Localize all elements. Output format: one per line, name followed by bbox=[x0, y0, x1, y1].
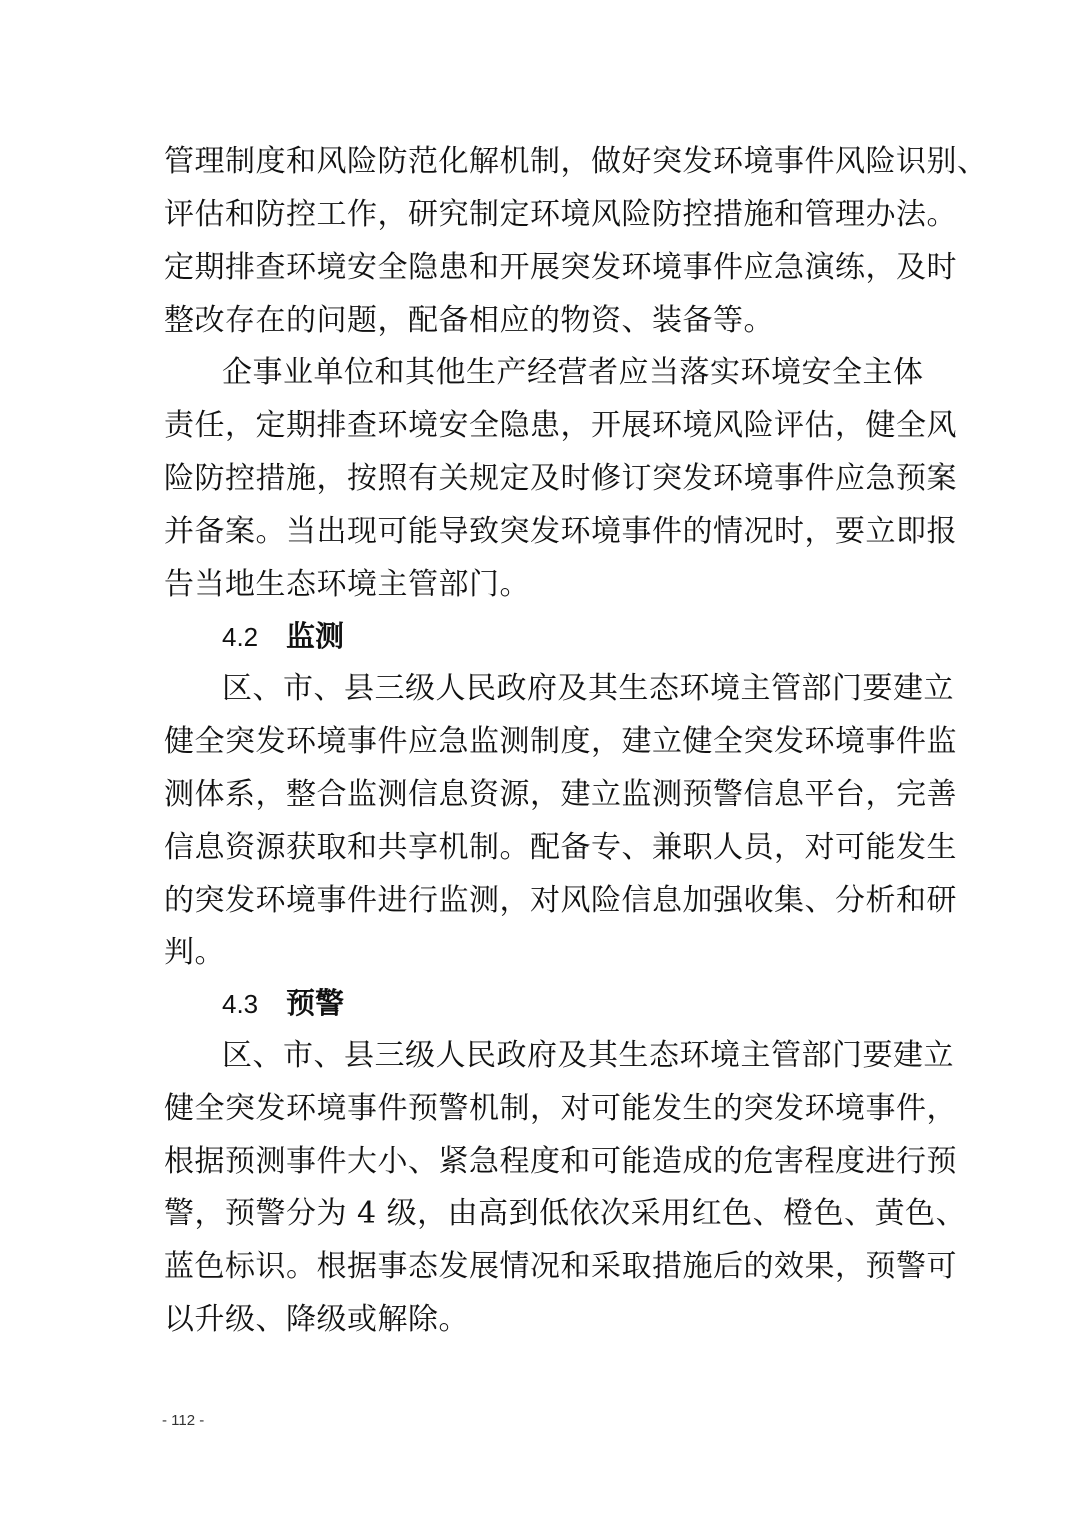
paragraph-1-line-3: 定期排查环境安全隐患和开展突发环境事件应急演练，及时 bbox=[164, 250, 957, 285]
section-4-3-line-5: 蓝色标识。根据事态发展情况和采取措施后的效果，预警可 bbox=[164, 1249, 957, 1284]
paragraph-2-line-1: 企事业单位和其他生产经营者应当落实环境安全主体 bbox=[222, 355, 924, 390]
section-4-3-line-3: 根据预测事件大小、紧急程度和可能造成的危害程度进行预 bbox=[164, 1144, 957, 1179]
paragraph-1-line-2: 评估和防控工作，研究制定环境风险防控措施和管理办法。 bbox=[164, 197, 957, 232]
section-4-3-number: 4.3 bbox=[222, 989, 259, 1019]
section-4-2-line-5: 的突发环境事件进行监测，对风险信息加强收集、分析和研 bbox=[164, 883, 957, 918]
section-4-3-title: 预警 bbox=[286, 986, 345, 1020]
section-4-3-line-4: 警，预警分为 4 级，由高到低依次采用红色、橙色、黄色、 bbox=[164, 1196, 967, 1231]
paragraph-2-line-4: 并备案。当出现可能导致突发环境事件的情况时，要立即报 bbox=[164, 514, 957, 549]
paragraph-2-line-2: 责任，定期排查环境安全隐患，开展环境风险评估，健全风 bbox=[164, 408, 957, 443]
paragraph-1-line-1: 管理制度和风险防范化解机制，做好突发环境事件风险识别、 bbox=[164, 144, 988, 179]
section-4-2-heading bbox=[222, 612, 344, 660]
section-4-3-line-6: 以升级、降级或解除。 bbox=[164, 1302, 469, 1337]
paragraph-2-line-3: 险防控措施，按照有关规定及时修订突发环境事件应急预案 bbox=[164, 461, 957, 496]
section-4-2-number: 4.2 bbox=[222, 622, 259, 652]
paragraph-2-line-5: 告当地生态环境主管部门。 bbox=[164, 567, 530, 602]
section-4-3-heading bbox=[222, 979, 344, 1027]
section-4-2-line-1: 区、市、县三级人民政府及其生态环境主管部门要建立 bbox=[222, 671, 954, 706]
section-4-3-line-2: 健全突发环境事件预警机制，对可能发生的突发环境事件， bbox=[164, 1091, 957, 1126]
section-4-2-title: 监测 bbox=[286, 619, 345, 653]
section-4-3-line-1: 区、市、县三级人民政府及其生态环境主管部门要建立 bbox=[222, 1038, 954, 1073]
paragraph-1-line-4: 整改存在的问题，配备相应的物资、装备等。 bbox=[164, 303, 774, 338]
section-4-2-line-3: 测体系，整合监测信息资源，建立监测预警信息平台，完善 bbox=[164, 777, 957, 812]
section-4-2-line-6: 判。 bbox=[164, 935, 225, 970]
section-4-2-line-2: 健全突发环境事件应急监测制度，建立健全突发环境事件监 bbox=[164, 724, 957, 759]
section-4-2-line-4: 信息资源获取和共享机制。配备专、兼职人员，对可能发生 bbox=[164, 830, 957, 865]
page-number: - 112 - bbox=[162, 1412, 205, 1429]
